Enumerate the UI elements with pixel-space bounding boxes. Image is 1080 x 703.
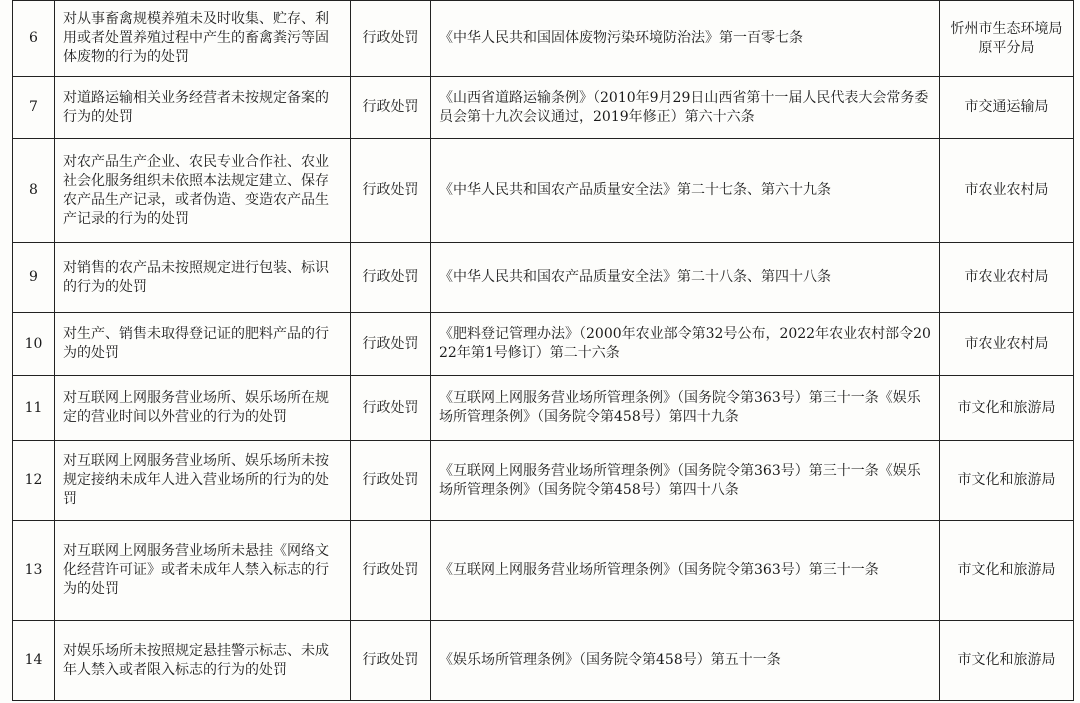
row-number: 9 — [13, 243, 55, 313]
row-type: 行政处罚 — [351, 621, 431, 701]
table-row — [13, 313, 1074, 376]
row-department: 市农业农村局 — [940, 139, 1074, 243]
row-number: 11 — [13, 376, 55, 441]
row-number: 14 — [13, 621, 55, 701]
row-basis: 《中华人民共和国农产品质量安全法》第二十八条、第四十八条 — [431, 243, 940, 313]
row-basis: 《肥料登记管理办法》（2000年农业部令第32号公布，2022年农业农村部令2022年第1号修订）第二十六条 — [431, 313, 940, 376]
row-matter: 对互联网上网服务营业场所、娱乐场所在规定的营业时间以外营业的行为的处罚 — [55, 376, 351, 441]
table-row — [13, 243, 1074, 313]
row-number: 10 — [13, 313, 55, 376]
row-type: 行政处罚 — [351, 521, 431, 621]
row-matter: 对互联网上网服务营业场所未悬挂《网络文化经营许可证》或者未成年人禁入标志的行为的处罚 — [55, 521, 351, 621]
penalty-items-table — [12, 0, 1074, 701]
row-number: 12 — [13, 441, 55, 521]
row-basis: 《娱乐场所管理条例》（国务院令第458号）第五十一条 — [431, 621, 940, 701]
row-number: 7 — [13, 77, 55, 139]
row-department: 市文化和旅游局 — [940, 521, 1074, 621]
table-row — [13, 139, 1074, 243]
table-row — [13, 77, 1074, 139]
table-row — [13, 376, 1074, 441]
row-type: 行政处罚 — [351, 243, 431, 313]
row-matter: 对道路运输相关业务经营者未按规定备案的行为的处罚 — [55, 77, 351, 139]
table-row — [13, 441, 1074, 521]
row-basis: 《互联网上网服务营业场所管理条例》（国务院令第363号）第三十一条《娱乐场所管理条例》（国务院令第458号）第四十八条 — [431, 441, 940, 521]
row-number: 13 — [13, 521, 55, 621]
row-type: 行政处罚 — [351, 376, 431, 441]
row-number: 8 — [13, 139, 55, 243]
row-basis: 《互联网上网服务营业场所管理条例》（国务院令第363号）第三十一条 — [431, 521, 940, 621]
row-department: 市文化和旅游局 — [940, 621, 1074, 701]
row-basis: 《中华人民共和国农产品质量安全法》第二十七条、第六十九条 — [431, 139, 940, 243]
row-matter: 对农产品生产企业、农民专业合作社、农业社会化服务组织未依照本法规定建立、保存农产品生产记录，或者伪造、变造农产品生产记录的行为的处罚 — [55, 139, 351, 243]
row-type: 行政处罚 — [351, 1, 431, 77]
row-matter: 对销售的农产品未按照规定进行包装、标识的行为的处罚 — [55, 243, 351, 313]
row-matter: 对娱乐场所未按照规定悬挂警示标志、未成年人禁入或者限入标志的行为的处罚 — [55, 621, 351, 701]
table-row — [13, 521, 1074, 621]
row-basis: 《山西省道路运输条例》（2010年9月29日山西省第十一届人民代表大会常务委员会第十九次会议通过，2019年修正）第六十六条 — [431, 77, 940, 139]
row-department: 市文化和旅游局 — [940, 376, 1074, 441]
row-matter: 对互联网上网服务营业场所、娱乐场所未按规定接纳未成年人进入营业场所的行为的处罚 — [55, 441, 351, 521]
row-type: 行政处罚 — [351, 441, 431, 521]
table-row — [13, 621, 1074, 701]
row-type: 行政处罚 — [351, 139, 431, 243]
row-department: 市农业农村局 — [940, 243, 1074, 313]
row-department: 市农业农村局 — [940, 313, 1074, 376]
row-matter: 对从事畜禽规模养殖未及时收集、贮存、利用或者处置养殖过程中产生的畜禽粪污等固体废物的行为的处罚 — [55, 1, 351, 77]
table-row — [13, 1, 1074, 77]
table-body — [13, 1, 1074, 701]
row-department: 市文化和旅游局 — [940, 441, 1074, 521]
row-basis: 《中华人民共和国固体废物污染环境防治法》第一百零七条 — [431, 1, 940, 77]
row-number: 6 — [13, 1, 55, 77]
row-department: 市交通运输局 — [940, 77, 1074, 139]
row-matter: 对生产、销售未取得登记证的肥料产品的行为的处罚 — [55, 313, 351, 376]
row-department: 忻州市生态环境局原平分局 — [940, 1, 1074, 77]
row-type: 行政处罚 — [351, 77, 431, 139]
row-basis: 《互联网上网服务营业场所管理条例》（国务院令第363号）第三十一条《娱乐场所管理条例》（国务院令第458号）第四十九条 — [431, 376, 940, 441]
row-type: 行政处罚 — [351, 313, 431, 376]
